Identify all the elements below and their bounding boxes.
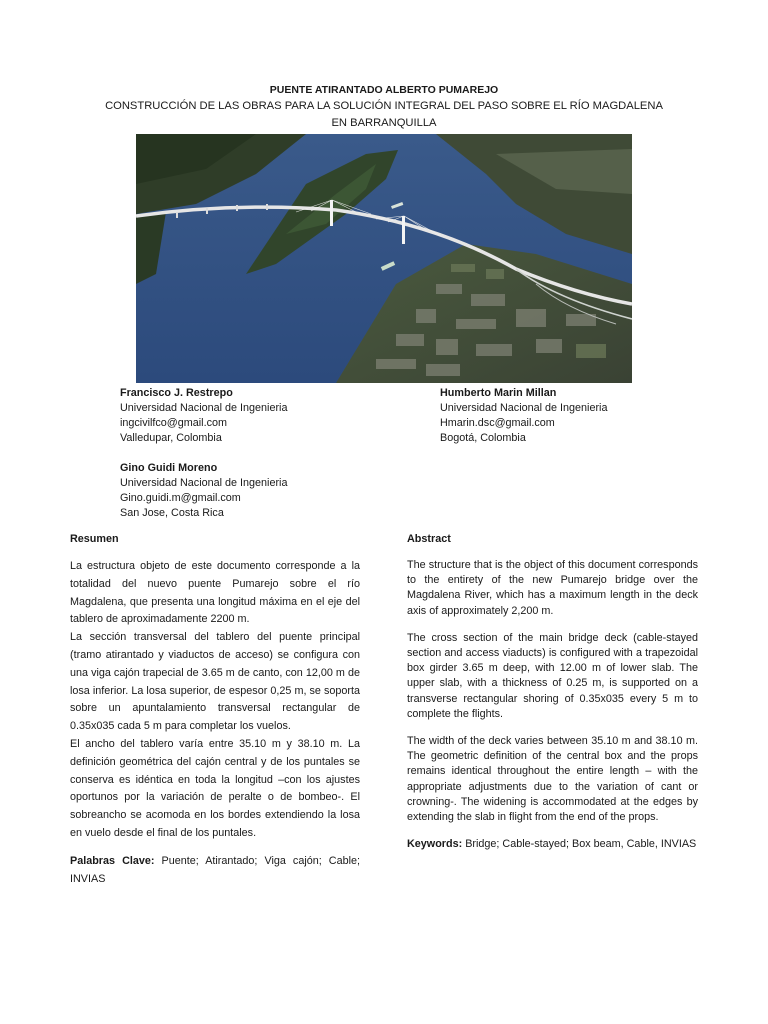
keywords-label: Palabras Clave: xyxy=(70,854,155,867)
resumen-body xyxy=(70,558,360,888)
author-name: Humberto Marin Millan xyxy=(440,387,557,399)
author-affiliation: Universidad Nacional de Ingenieria xyxy=(120,477,288,489)
bridge-aerial-image xyxy=(136,134,632,383)
author-name: Gino Guidi Moreno xyxy=(120,462,218,474)
author-email: ingcivilfco@gmail.com xyxy=(120,417,227,429)
abstract-heading: Abstract xyxy=(407,533,451,545)
abstract-paragraph: The width of the deck varies between 35.10 m and 38.10 m. The geometric definition of the central box and the props remains identical throughout the entire length – with the appropriate adjustments due to the variation of cant or crowning-. The widening is accommodated at the edges by extending the slab in flight from the end of the props. xyxy=(407,735,698,824)
author-email: Hmarin.dsc@gmail.com xyxy=(440,417,555,429)
paper-subtitle: CONSTRUCCIÓN DE LAS OBRAS PARA LA SOLUCIÓN INTEGRAL DEL PASO SOBRE EL RÍO MAGDALENA EN BARRANQUILLA xyxy=(105,100,663,129)
keywords-text: Bridge; Cable-stayed; Box beam, Cable, INVIAS xyxy=(465,838,697,851)
author-block-1 xyxy=(120,386,287,446)
abstract-body xyxy=(407,558,698,852)
resumen-keywords xyxy=(70,853,360,889)
author-affiliation: Universidad Nacional de Ingenieria xyxy=(120,402,288,414)
keywords-label: Keywords: xyxy=(407,838,463,851)
paper-title: PUENTE ATIRANTADO ALBERTO PUMAREJO xyxy=(269,84,499,96)
author-email: Gino.guidi.m@gmail.com xyxy=(120,492,241,504)
author-location: Bogotá, Colombia xyxy=(440,432,526,444)
author-location: Valledupar, Colombia xyxy=(120,432,222,444)
author-location: San Jose, Costa Rica xyxy=(120,507,224,519)
resumen-paragraph: La estructura objeto de este documento corresponde a la totalidad del nuevo puente Pumarejo sobre el río Magdalena, que presenta una longitud máxima en el eje del tablero de aproximadamente 2200 m. xyxy=(70,560,360,626)
author-block-2 xyxy=(440,386,607,446)
resumen-paragraph: La sección transversal del tablero del puente principal (tramo atirantado y viaductos de acceso) se configura con una viga cajón trapecial de 3.65 m de canto, con 12,00 m de losa inferior. La losa superior, de espesor 0,25 m, se soporta sobre un apuntalamiento transversal rectangular de 0.35x035 cada 5 m para completar los vuelos. xyxy=(70,631,360,733)
abstract-paragraph: The structure that is the object of this document corresponds to the entirety of the new Pumarejo bridge over the Magdalena River, which has a maximum length in the deck axis of approximately 2,200 m. xyxy=(407,559,698,617)
abstract-paragraph: The cross section of the main bridge deck (cable-stayed section and access viaducts) is configured with a trapezoidal box girder 3.65 m deep, with 12.00 m of lower slab. The upper slab, with a thickness of 0.25 m, is supported on a transverse rectangular shoring of 0.35x035 every 5 m to complete the flights. xyxy=(407,631,698,720)
abstract-keywords xyxy=(407,837,698,852)
author-name: Francisco J. Restrepo xyxy=(120,387,233,399)
author-affiliation: Universidad Nacional de Ingenieria xyxy=(440,402,608,414)
author-block-3 xyxy=(120,461,287,521)
keywords-text: Puente; Atirantado; Viga cajón; Cable; INVIAS xyxy=(70,854,360,885)
resumen-paragraph: El ancho del tablero varía entre 35.10 m y 38.10 m. La definición geométrica del cajón central y de los puntales se conserva es idéntica en toda la longitud –con los ajustes oportunos por la variación de peralte o de bombeo-. El sobreancho se acomoda en los bordes extendiendo la losa en vuelo desde el final de los puntales. xyxy=(70,737,360,839)
resumen-heading: Resumen xyxy=(70,533,119,545)
